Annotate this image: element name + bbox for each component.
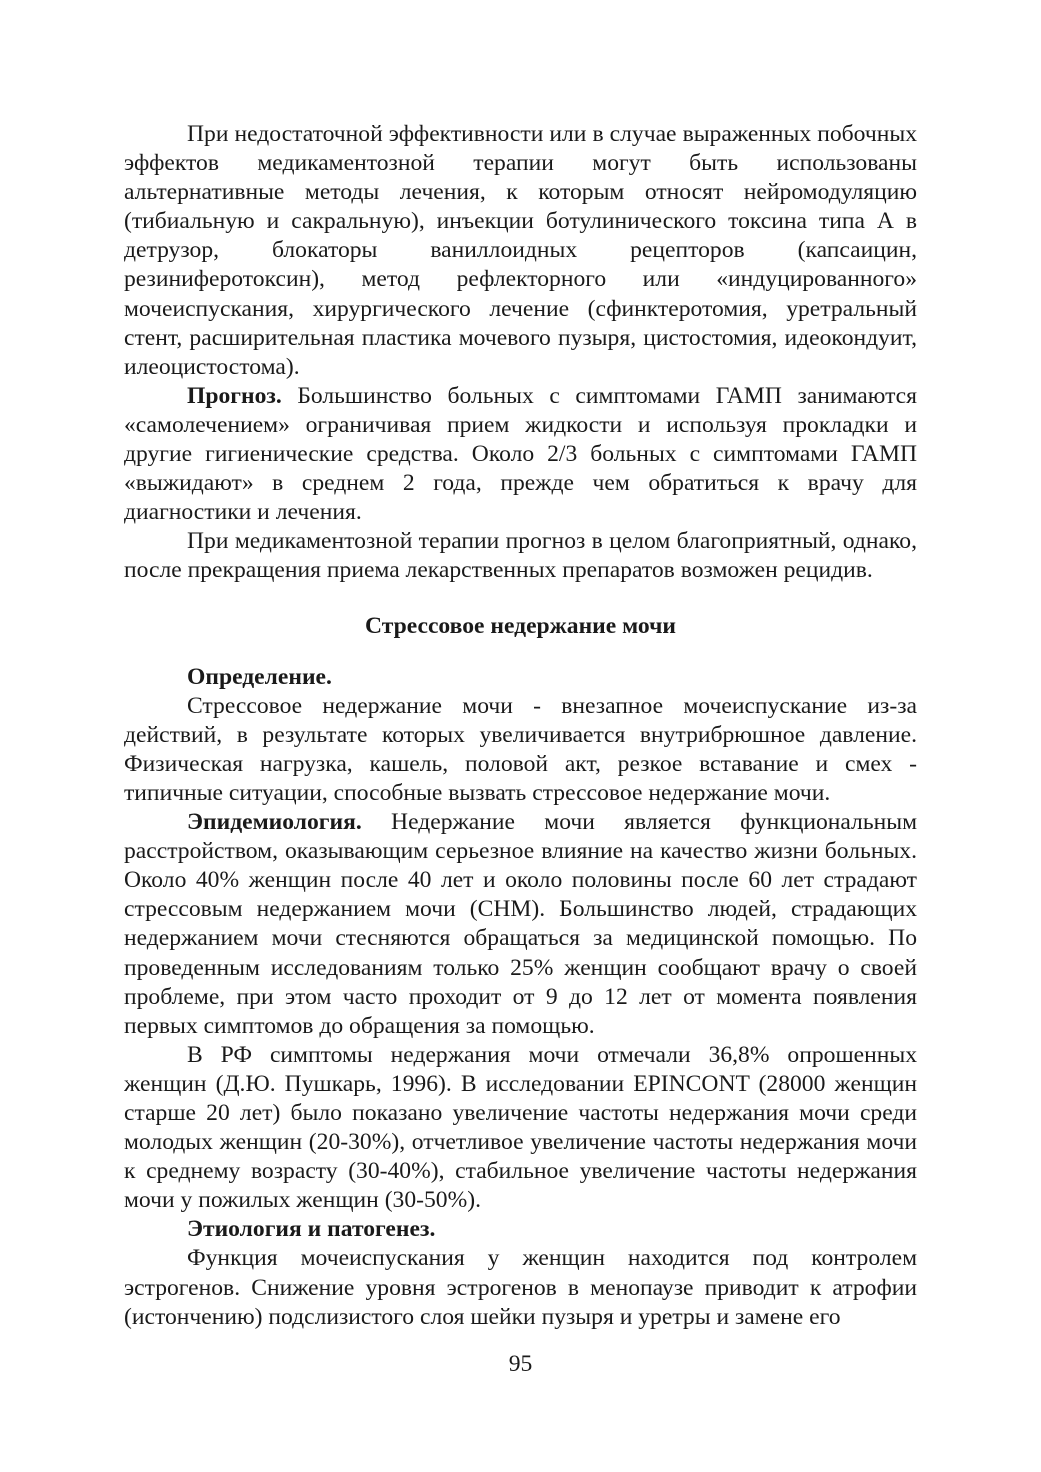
paragraph-epidemiology: [124, 808, 917, 1041]
spacer: [124, 641, 917, 663]
paragraph-prognosis: [124, 382, 917, 527]
paragraph-russia-statistics: [124, 1041, 917, 1216]
paragraph-alternative-treatments: [124, 120, 917, 382]
paragraph-text: При медикаментозной терапии прогноз в целом благоприятный, однако, после прекращения приема лекарственных препаратов возможен рецидив.: [124, 528, 917, 584]
spacer: [124, 586, 917, 612]
page-body: [124, 120, 917, 1340]
prognosis-lead: Прогноз.: [187, 382, 282, 409]
page-number: 95: [508, 1351, 533, 1377]
paragraph-text: Большинство больных с симптомами ГАМП занимаются «самолечением» ограничивая прием жидкости и используя прокладки и другие гигиенические средства. Около 2/3 больных с симптомами ГАМП «выжидают» в среднем 2 года, прежде чем обратиться к врачу для диагностики и лечения.: [124, 382, 917, 526]
section-title: Стрессовое недержание мочи: [365, 612, 676, 639]
etiology-heading: Этиология и патогенез.: [187, 1216, 436, 1243]
paragraph-text: В РФ симптомы недержания мочи отмечали 36,8% опрошенных женщин (Д.Ю. Пушкарь, 1996). В исследовании EPINCONT (28000 женщин старше 20 лет) было показано увеличение частоты недержания мочи среди молодых женщин (20-30%), отчетливое увеличение частоты недержания мочи к среднему возрасту (30-40%), стабильное увеличение частоты недержания мочи у пожилых женщин (30-50%).: [124, 1041, 917, 1214]
paragraph-text: При недостаточной эффективности или в случае выраженных побочных эффектов медикаментозной терапии могут быть использованы альтернативные методы лечения, к которым относят нейромодуляцию (тибиальную и сакральную), инъекции ботулинического токсина типа А в детрузор, блокаторы ваниллоидных рецепторов (капсаицин, резиниферотоксин), метод рефлекторного или «индуцированного» мочеиспускания, хирургического лечение (сфинктеротомия, уретральный стент, расширительная пластика мочевого пузыря, цистостомия, идеокондуит, илеоцистостома).: [124, 121, 917, 380]
paragraph-definition: [124, 692, 917, 808]
definition-heading: Определение.: [187, 663, 332, 690]
epidemiology-lead: Эпидемиология.: [187, 809, 362, 836]
paragraph-prognosis-therapy: [124, 527, 917, 585]
paragraph-text: Недержание мочи является функциональным расстройством, оказывающим серьезное влияние на качество жизни больных. Около 40% женщин после 40 лет и около половины после 60 лет страдают стрессовым недержанием мочи (СНМ). Большинство людей, страдающих недержанием мочи стесняются обращаться за медицинской помощью. По проведенным исследованиям только 25% женщин сообщают врачу о своей проблеме, при этом часто проходит от 9 до 12 лет от момента появления первых симптомов до обращения за помощью.: [124, 809, 917, 1039]
paragraph-text: Стрессовое недержание мочи - внезапное мочеиспускание из-за действий, в результате которых увеличивается внутрибрюшное давление. Физическая нагрузка, кашель, половой акт, резкое вставание и смех - типичные ситуации, способные вызвать стрессовое недержание мочи.: [124, 692, 917, 806]
paragraph-etiology: Функция мочеиспускания у женщин находится под контролем эстрогенов. Снижение уровня эстрогенов в менопаузе приводит к атрофии (истончению) подслизистого слоя шейки пузыря и уретры и замене его: [124, 1245, 917, 1330]
